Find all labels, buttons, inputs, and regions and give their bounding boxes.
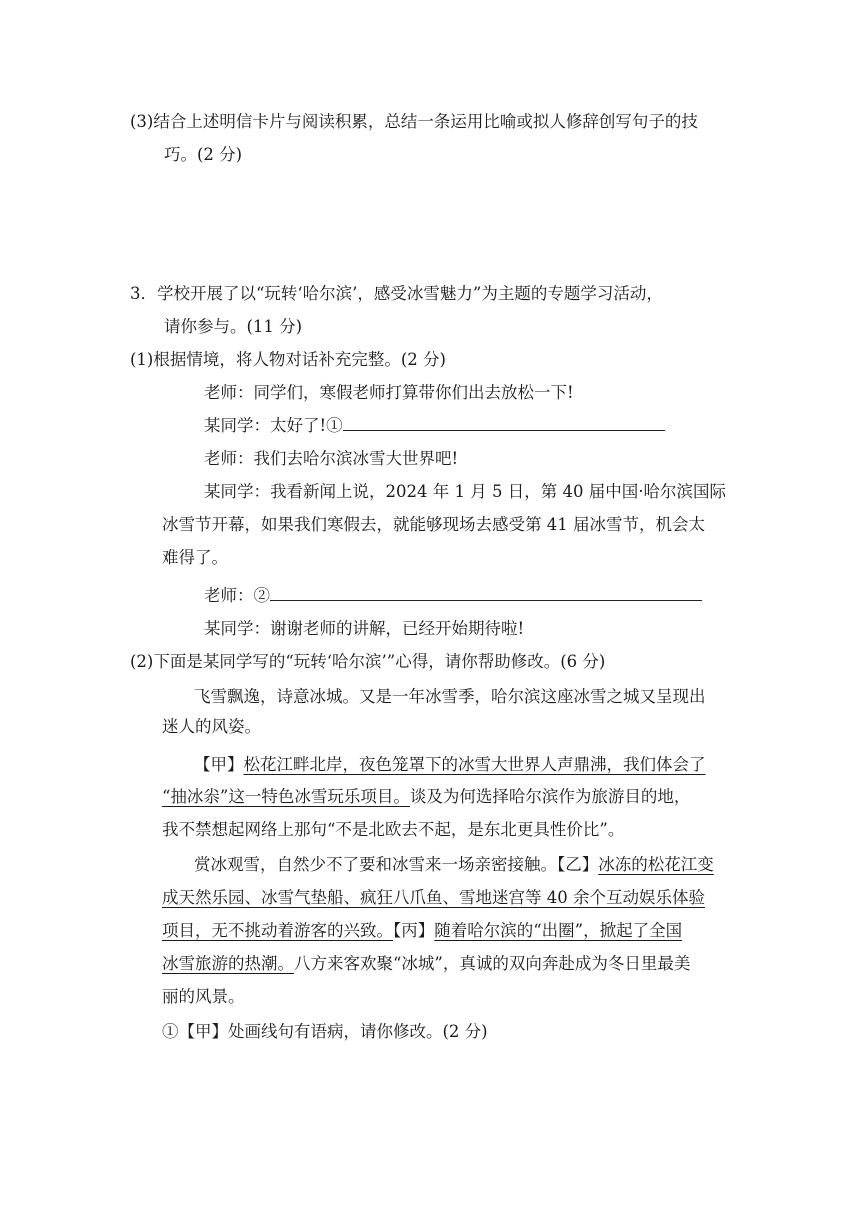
dialogue-student-1 [204, 414, 665, 438]
q3-part2-prompt: (2)下面是某同学写的“玩转‘哈尔滨’”心得，请你帮助修改。(6 分) [130, 652, 606, 671]
dialogue-teacher-1: 老师：同学们，寒假老师打算带你们出去放松一下! [204, 383, 574, 402]
essay-p3-line4 [162, 952, 690, 976]
dialogue-teacher-2: 老师：我们去哈尔滨冰雪大世界吧! [204, 449, 459, 468]
q3-part2-sub1: ①【甲】处画线句有语病，请你修改。(2 分) [162, 1022, 488, 1041]
q2-part3-line2: 巧。(2 分) [164, 145, 243, 164]
underlined-sentence-bing-1: 随着哈尔滨的“出圈”，掀起了全国 [434, 921, 683, 940]
essay-p3-line1 [194, 853, 714, 877]
essay-p2-line2-rest: 谈及为何选择哈尔滨作为旅游目的地， [409, 787, 691, 806]
q3-part1-prompt: (1)根据情境，将人物对话补充完整。(2 分) [130, 350, 446, 369]
underlined-sentence-yi-3: 项目，无不挑动着游客的兴致。 [162, 921, 393, 940]
underlined-sentence-jia-1: 松花江畔北岸，夜色笼罩下的冰雪大世界人声鼎沸，我们体会了 [243, 755, 706, 774]
essay-p1-line2: 迷人的风姿。 [162, 717, 261, 736]
dialogue-student-3: 某同学：谢谢老师的讲解，已经开始期待啦! [204, 619, 525, 638]
essay-p1-line1: 飞雪飘逸，诗意冰城。又是一年冰雪季，哈尔滨这座冰雪之城又呈现出 [194, 687, 706, 706]
dialogue-teacher-3-text: 老师：② [204, 586, 270, 605]
q3-title-line1: 3．学校开展了以“玩转‘哈尔滨’，感受冰雪魅力”为主题的专题学习活动， [130, 284, 663, 303]
dialogue-teacher-3 [204, 584, 702, 608]
underlined-sentence-yi-2: 成天然乐园、冰雪气垫船、疯狂八爪鱼、雪地迷宫等 40 余个互动娱乐体验 [162, 888, 705, 907]
q3-title-line2: 请你参与。(11 分) [164, 317, 303, 336]
underlined-sentence-yi-1: 冰冻的松花江变 [598, 855, 714, 874]
dialogue-student-2-line3: 难得了。 [162, 548, 228, 567]
essay-p2-line3: 我不禁想起网络上那句“不是北欧去不起，是东北更具性价比”。 [162, 820, 625, 839]
underlined-sentence-bing-2: 冰雪旅游的热潮。 [162, 954, 294, 973]
essay-p2-line2 [162, 785, 690, 809]
dialogue-student-1-text: 某同学：太好了!① [204, 416, 343, 435]
dialogue-student-2-line2: 冰雪节开幕，如果我们寒假去，就能够现场去感受第 41 届冰雪节，机会太 [162, 515, 705, 534]
dialogue-student-2-line1: 某同学：我看新闻上说，2024 年 1 月 5 日，第 40 届中国·哈尔滨国际 [204, 482, 726, 501]
essay-p3-line2 [162, 886, 705, 910]
q2-part3-line1: (3)结合上述明信卡片与阅读积累，总结一条运用比喻或拟人修辞创写句子的技 [130, 112, 698, 131]
essay-p3-line1-pre: 赏冰观雪，自然少不了要和冰雪来一场亲密接触。 [194, 855, 557, 874]
mark-bing: 【丙】 [393, 921, 435, 940]
essay-p3-line5: 丽的风景。 [162, 987, 245, 1006]
essay-p2-line1 [194, 753, 706, 777]
essay-p3-line4-rest: 八方来客欢聚“冰城”，真诚的双向奔赴成为冬日里最美 [294, 954, 691, 973]
underlined-sentence-jia-2: “抽冰尜”这一特色冰雪玩乐项目。 [162, 787, 410, 806]
essay-p3-line3 [162, 919, 682, 943]
answer-blank-2[interactable] [270, 586, 702, 601]
mark-yi: 【乙】 [557, 855, 599, 874]
mark-jia: 【甲】 [194, 755, 244, 774]
answer-blank-1[interactable] [343, 416, 665, 431]
